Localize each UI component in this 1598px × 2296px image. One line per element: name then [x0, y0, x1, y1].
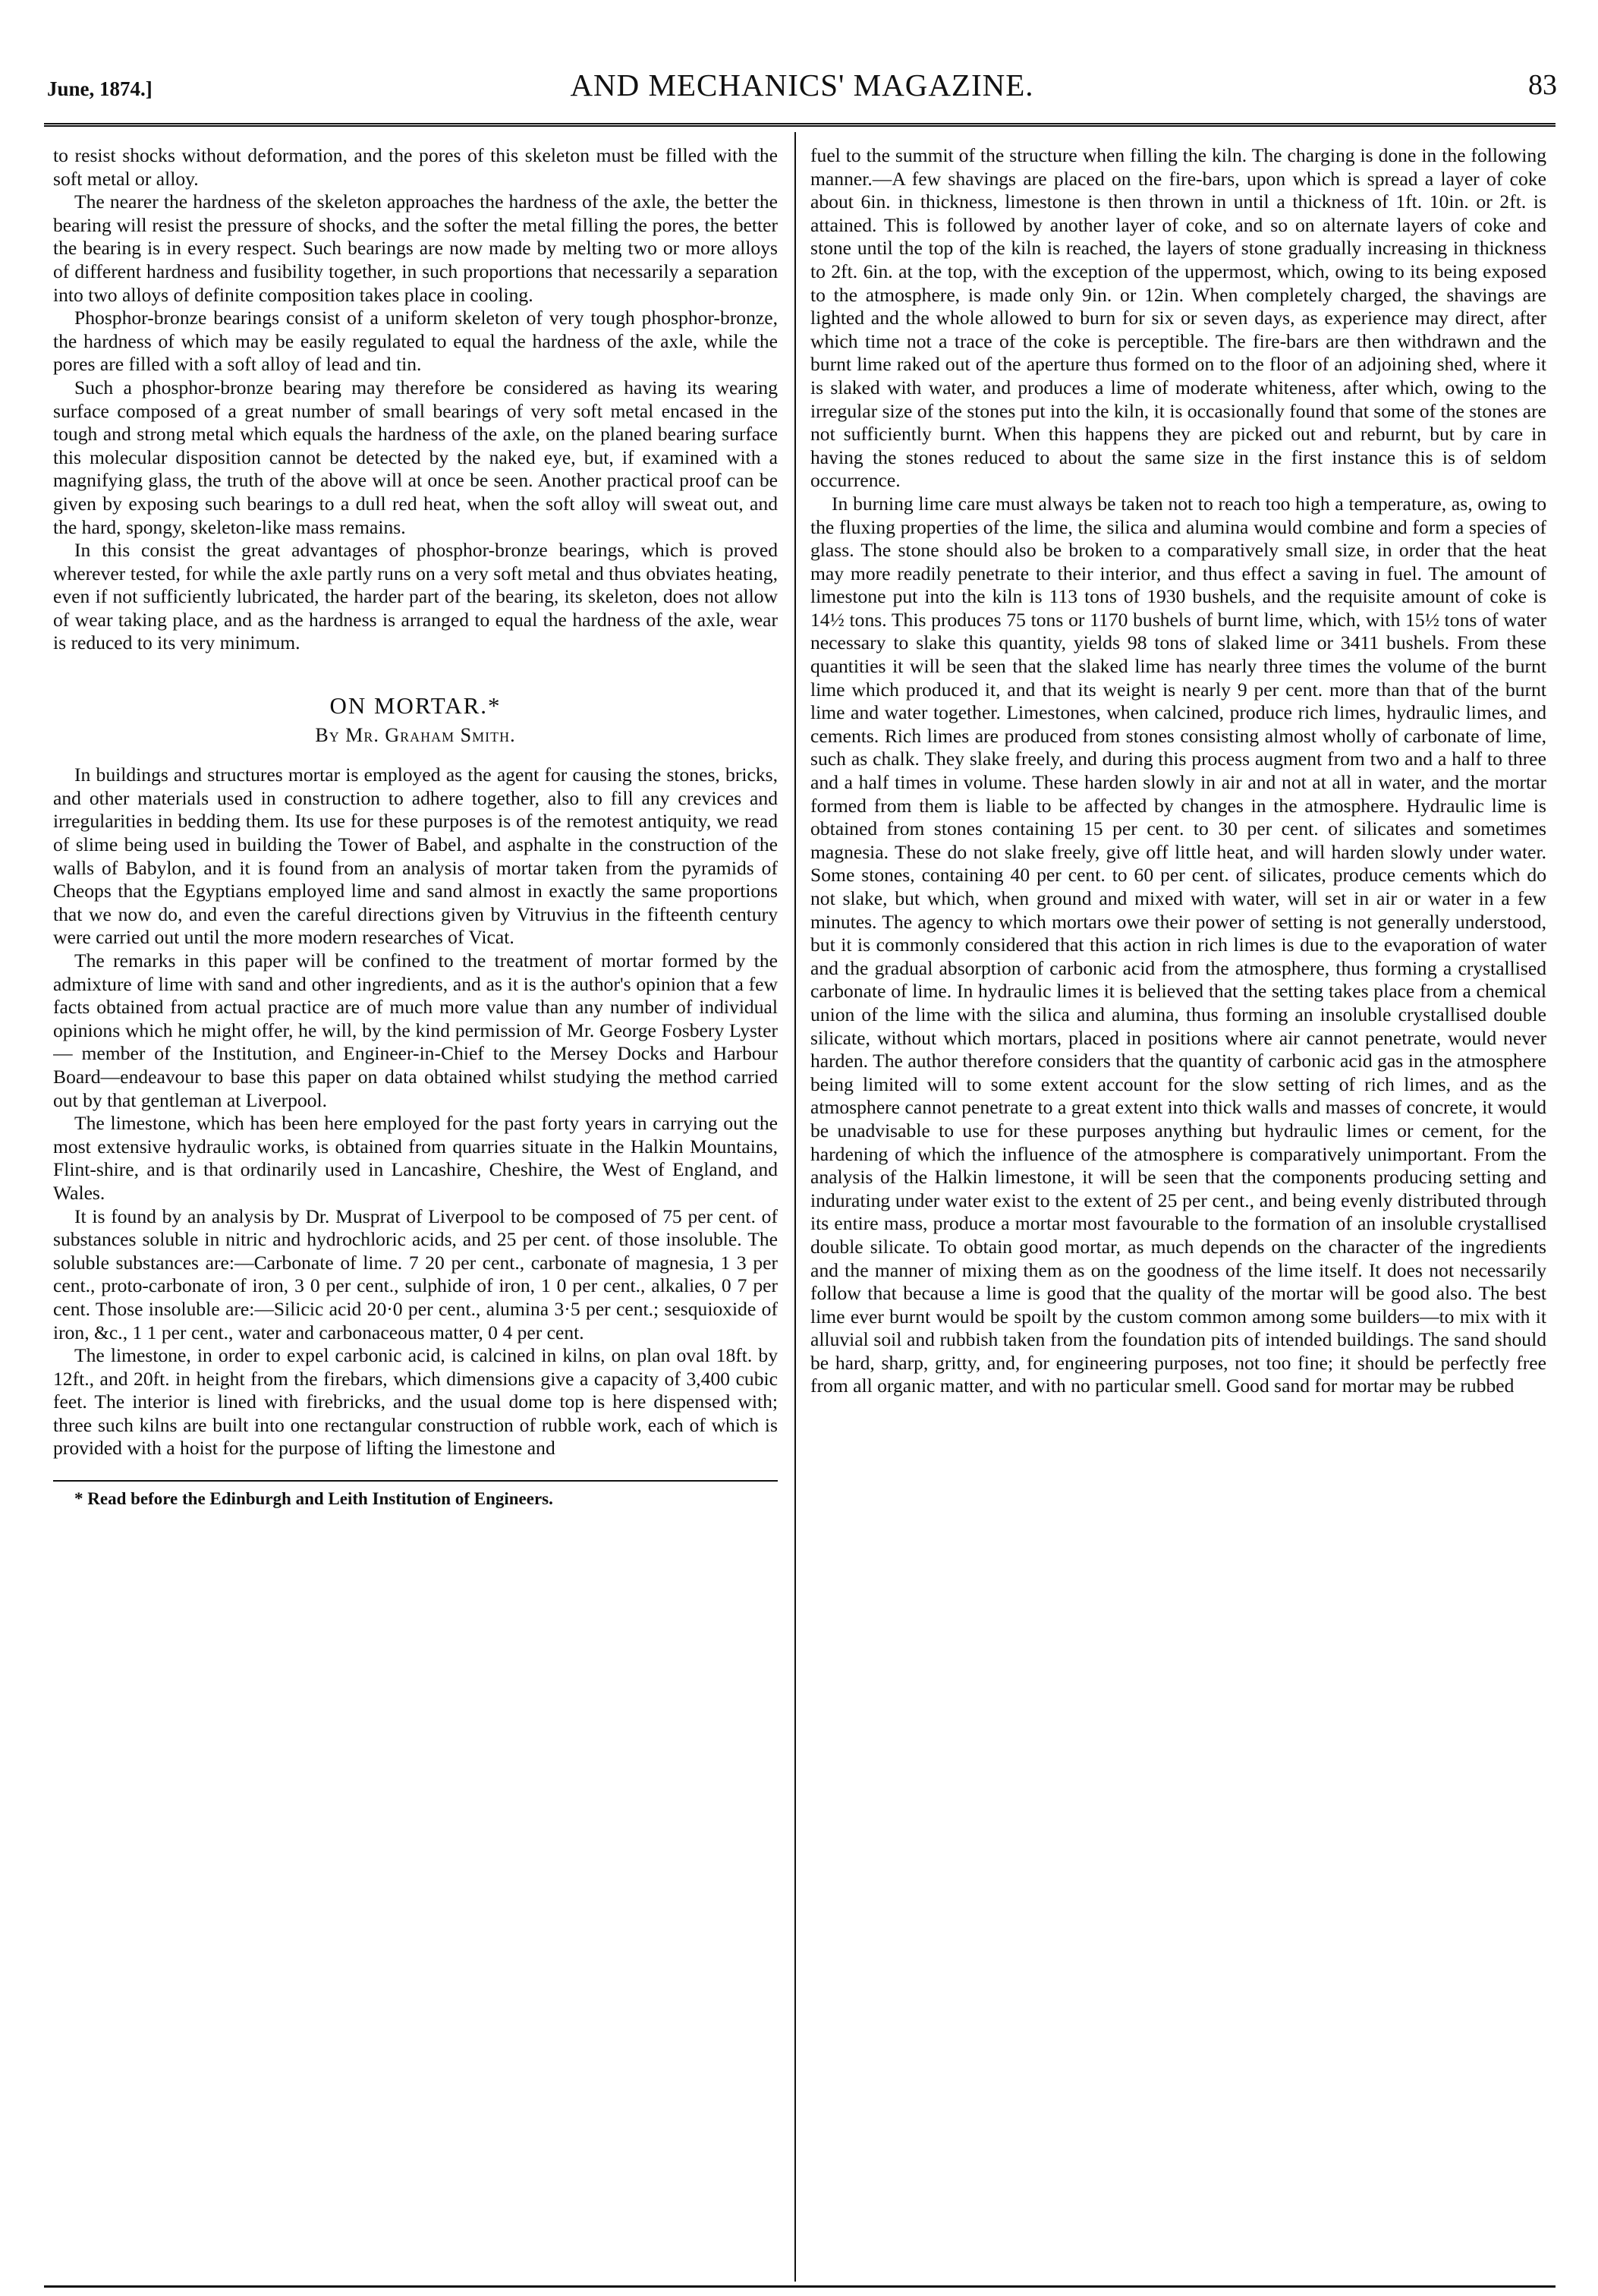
- paragraph: The remarks in this paper will be confined to the treatment of mortar formed by the admixture of lime with sand and other ingredients, and as it is the author's opinion that a few facts obtained from actual practice are of much more value than any number of individual opinions which he might offer, he will, by the kind permission of Mr. George Fosbery Lyster — member of the Institution, and Engineer-in-Chief to the Mersey Docks and Harbour Board—endeavour to base this paper on data obtained whilst studying the method carried out by that gentleman at Liverpool.: [53, 950, 778, 1111]
- paragraph: to resist shocks without deformation, and the pores of this skeleton must be filled with the soft metal or alloy.: [53, 144, 778, 190]
- issue-date: June, 1874.]: [47, 77, 153, 100]
- column-divider: [794, 132, 796, 2282]
- paragraph: In buildings and structures mortar is employed as the agent for causing the stones, bricks, and other materials used in construction to adhere together, also to fill any crevices and irregularities in bedding them. Its use for these purposes is of the remotest antiquity, we read of slime being used in building the Tower of Babel, and asphalte in the construction of the walls of Babylon, and it is found from an analysis of mortar taken from the pyramids of Cheops that the Egyptians employed lime and sand almost in exactly the same proportions that we now do, and even the careful directions given by Vitruvius in the fifteenth century were carried out until the more modern researches of Vicat.: [53, 764, 778, 949]
- paragraph: The nearer the hardness of the skeleton approaches the hardness of the axle, the better the bearing will resist the pressure of shocks, and the softer the metal filling the pores, the better the bearing is in every respect. Such bearings are now made by melting two or more alloys of different hardness and fusibility together, in such proportions that necessarily a separation into two alloys of definite composition takes place in cooling.: [53, 191, 778, 306]
- right-column: [810, 144, 1546, 2257]
- paragraph: fuel to the summit of the structure when filling the kiln. The charging is done in the following manner.—A few shavings are placed on the fire-bars, upon which is spread a layer of coke about 6in. in thickness, limestone is then thrown in until a thickness of 1ft. 10in. or 2ft. is attained. This is followed by another layer of coke, and so on alternate layers of coke and stone until the top of the kiln is reached, the layers of stone gradually increasing in thickness to 2ft. 6in. at the top, with the exception of the uppermost, which, owing to its being exposed to the atmosphere, is made only 9in. or 12in. When completely charged, the shavings are lighted and the whole allowed to burn for six or seven days, as experience may direct, after which time not a trace of the coke is perceptible. The fire-bars are then withdrawn and the burnt lime raked out of the aperture thus formed on to the floor of an adjoining shed, where it is slaked with water, and produces a lime of moderate whiteness, after which, owing to the irregular size of the stones put into the kiln, it is occasionally found that some of the stones are not sufficiently burnt. When this happens they are picked out and reburnt, but by care in having the stones reduced to about the same size in the first instance this is of seldom occurrence.: [810, 144, 1546, 492]
- page-header: [47, 67, 1557, 112]
- paragraph: The limestone, in order to expel carbonic acid, is calcined in kilns, on plan oval 18ft. by 12ft., and 20ft. in height from the firebars, which dimensions give a capacity of 3,400 cubic feet. The interior is lined with firebricks, and the usual dome top is here dispensed with; three such kilns are built into one rectangular construction of rubble work, each of which is provided with a hoist for the purpose of lifting the limestone and: [53, 1344, 778, 1460]
- running-title: AND MECHANICS' MAGAZINE.: [570, 68, 1034, 102]
- page-number: 83: [1528, 69, 1557, 101]
- paragraph: The limestone, which has been here employed for the past forty years in carrying out the most extensive hydraulic works, is obtained from quarries situate in the Halkin Mountains, Flint-shire, and is that ordinarily used in Lancashire, Cheshire, the West of England, and Wales.: [53, 1112, 778, 1204]
- paragraph: In this consist the great advantages of phosphor-bronze bearings, which is proved wherever tested, for while the axle partly runs on a very soft metal and thus obviates heating, even if not sufficiently lubricated, the harder part of the bearing, its skeleton, does not allow of wear taking place, and as the hardness is arranged to equal the hardness of the axle, wear is reduced to its very minimum.: [53, 539, 778, 654]
- top-double-rule: [44, 123, 1556, 127]
- article-title: ON MORTAR.*: [329, 692, 502, 720]
- page-frame: [44, 123, 1556, 2288]
- footnote: * Read before the Edinburgh and Leith Institution of Engineers.: [74, 1489, 553, 1509]
- left-column: [53, 144, 778, 2257]
- paragraph: Phosphor-bronze bearings consist of a uniform skeleton of very tough phosphor-bronze, the hardness of which may be easily regulated to equal the hardness of the axle, while the pores are filled with a soft alloy of lead and tin.: [53, 307, 778, 376]
- paragraph: In burning lime care must always be taken not to reach too high a temperature, as, owing to the fluxing properties of the lime, the silica and alumina would combine and form a species of glass. The stone should also be broken to a comparatively small size, in order that the heat may more readily penetrate to their interior, and thus effect a saving in fuel. The amount of limestone put into the kiln is 113 tons of 1930 bushels, and the requisite amount of coke is 14½ tons. This produces 75 tons or 1170 bushels of burnt lime, which, with 15½ tons of water necessary to slake this quantity, yields 98 tons of slaked lime or 3411 bushels. From these quantities it will be seen that the slaked lime has nearly three times the volume of the burnt lime which produced it, and that its weight is nearly 9 per cent. more than that of the burnt lime and water together. Limestones, when calcined, produce rich limes, hydraulic limes, and cements. Rich limes are produced from stones consisting almost wholly of carbonate of lime, such as chalk. They slake freely, and during this process augment from two and a half to three and a half times in volume. These harden slowly in air and not at all in water, and the mortar formed from them is liable to be affected by changes in the atmosphere. Hydraulic lime is obtained from stones containing 15 per cent. to 30 per cent. of silicates and sometimes magnesia. These do not slake freely, give off little heat, and will harden slowly under water. Some stones, containing 40 per cent. to 60 per cent. of silicates, produce cements which do not slake, but which, when ground and mixed with water, will set in air or water in a few minutes. The agency to which mortars owe their power of setting is not generally understood, but it is commonly considered that this action in rich limes is due to the evaporation of water and the gradual absorption of carbonic acid from the atmosphere, thus forming a crystallised carbonate of lime. In hydraulic limes it is believed that the setting takes place from a chemical union of the lime with the silica and alumina, thus forming an insoluble crystallised double silicate, without which mortars, placed in positions where air cannot penetrate, would never harden. The author therefore considers that the quantity of carbonic acid gas in the atmosphere being limited will to some extent account for the slow setting of rich limes, and as the atmosphere cannot penetrate to a great extent into thick walls and masses of concrete, it would be unadvisable to use for these purposes anything but hydraulic limes or cement, for the hardening of which the influence of the atmosphere is comparatively unimportant. From the analysis of the Halkin limestone, it will be seen that the components producing setting and indurating under water exist to the extent of 25 per cent., and being evenly distributed through its entire mass, produce a mortar most favourable to the formation of an insoluble crystallised double silicate. To obtain good mortar, as much depends on the character of the ingredients and the manner of mixing them as on the goodness of the lime itself. It does not necessarily follow that because a lime is good that the quality of the mortar will be good also. The best lime ever burnt would be spoilt by the custom common among some builders—to mix with it alluvial soil and rubbish taken from the foundation pits of intended buildings. The sand should be hard, sharp, gritty, and, for engineering purposes, not too fine; it should be perfectly free from all organic matter, and with no particular smell. Good sand for mortar may be rubbed: [810, 492, 1546, 1397]
- bottom-rule: [44, 2285, 1556, 2288]
- paragraph: Such a phosphor-bronze bearing may therefore be considered as having its wearing surface composed of a great number of small bearings of very soft metal encased in the tough and strong metal which equals the hardness of the axle, on the planed bearing surface this molecular disposition cannot be detected by the naked eye, but, if examined with a magnifying glass, the truth of the above will at once be seen. Another practical proof can be given by exposing such bearings to a dull red heat, when the soft alloy will sweat out, and the hard, spongy, skeleton-like mass remains.: [53, 376, 778, 538]
- footnote-rule: [53, 1480, 778, 1482]
- paragraph: It is found by an analysis by Dr. Musprat of Liverpool to be composed of 75 per cent. of substances soluble in nitric and hydrochloric acids, and 25 per cent. of those insoluble. The soluble substances are:—Carbonate of lime. 7 20 per cent., carbonate of magnesia, 1 3 per cent., proto-carbonate of iron, 3 0 per cent., sulphide of iron, 1 0 per cent., alkalies, 0 7 per cent. Those insoluble are:—Silicic acid 20·0 per cent., alumina 3·5 per cent.; sesquioxide of iron, &c., 1 1 per cent., water and carbonaceous matter, 0 4 per cent.: [53, 1205, 778, 1343]
- article-byline: By Mr. Graham Smith.: [315, 723, 516, 746]
